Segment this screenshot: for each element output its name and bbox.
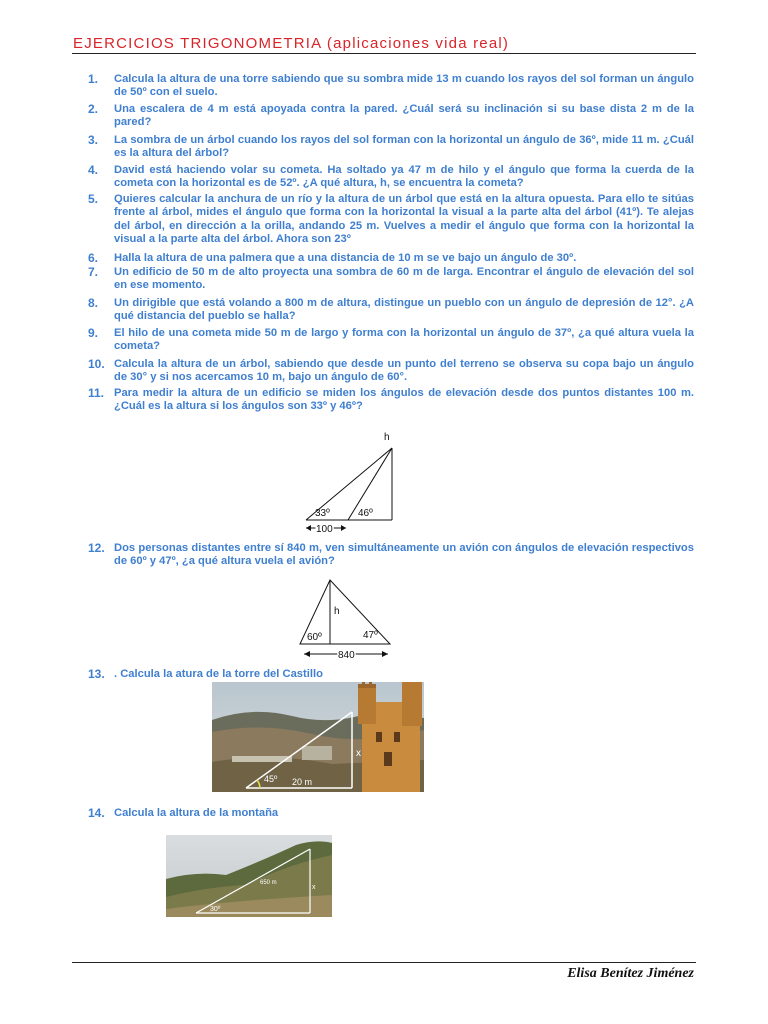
figure-base-label: 840 <box>338 650 355 661</box>
exercise-text: David está haciendo volar su cometa. Ha soltado ya 47 m de hilo y el ángulo que forma la cuerda de la cometa con la horizontal es de 52º. ¿A qué altura, h, se encuentra la cometa? <box>114 164 694 190</box>
photo-label-x: x <box>312 884 316 891</box>
figure-label-h: h <box>384 432 390 443</box>
figure-exercise-11 <box>296 428 406 538</box>
exercise-number: 3. <box>88 133 99 147</box>
exercise-2 <box>88 103 694 130</box>
exercise-text: El hilo de una cometa mide 50 m de largo y forma con la horizontal un ángulo de 37º, ¿a qué altura vuela la cometa? <box>114 327 694 353</box>
figure-exercise-12 <box>296 574 406 664</box>
exercise-text: Dos personas distantes entre sí 840 m, ven simultáneamente un avión con ángulos de elevación respectivos de 60º y 47º, ¿a qué altura vuela el avión? <box>114 542 694 568</box>
exercise-8 <box>88 297 694 324</box>
exercise-text: Calcula la altura de una torre sabiendo que su sombra mide 13 m cuando los rayos del sol forman un ángulo de 50º con el suelo. <box>114 73 694 99</box>
page-title: EJERCICIOS TRIGONOMETRIA (aplicaciones vida real) <box>73 35 510 52</box>
exercise-number: 5. <box>88 192 99 206</box>
exercise-11 <box>88 387 694 414</box>
photo-base-label: 20 m <box>292 777 313 787</box>
exercise-9 <box>88 327 694 354</box>
photo-angle-label: 45º <box>264 774 278 784</box>
exercise-number: 8. <box>88 296 99 310</box>
exercise-number: 10. <box>88 357 105 371</box>
exercise-number: 2. <box>88 102 99 116</box>
exercise-text: Un edificio de 50 m de alto proyecta una sombra de 60 m de larga. Encontrar el ángulo de elevación del sol en ese momento. <box>114 266 694 292</box>
exercise-1 <box>88 73 694 100</box>
exercise-number: 9. <box>88 326 99 340</box>
exercise-12 <box>88 542 694 569</box>
exercise-number: 12. <box>88 541 105 555</box>
exercise-number: 4. <box>88 163 99 177</box>
exercise-10 <box>88 358 694 385</box>
photo-angle-label: 30º <box>210 906 221 913</box>
exercise-4 <box>88 164 694 191</box>
exercise-number: 1. <box>88 72 99 86</box>
exercise-text: Para medir la altura de un edificio se miden los ángulos de elevación desde dos puntos distantes 100 m. ¿Cuál es la altura si los ángulos son 33º y 46º? <box>114 387 694 413</box>
exercise-number: 14. <box>88 806 105 820</box>
figure-angle-right: 47º <box>363 630 378 641</box>
figure-angle-right: 46º <box>358 508 373 519</box>
photo-hypotenuse-label: 650 m <box>260 880 277 886</box>
exercise-5 <box>88 193 694 247</box>
exercise-text: Quieres calcular la anchura de un río y la altura de un árbol que está en la altura opuesta. Para ello te sitúas frente al árbol, mides el ángulo que forma con la horizontal la visual a la parte alta del árbol (41º). Te alejas del árbol, en dirección a la orilla, andando 25 m. Vuelves a medir el ángulo que forma con la horizontal la visual a la parte alta del árbol. Ahora son 23º <box>114 193 694 246</box>
exercise-6 <box>88 252 694 265</box>
exercise-13 <box>88 668 694 681</box>
author-name: Elisa Benítez Jiménez <box>567 966 694 981</box>
exercise-number: 13. <box>88 667 105 681</box>
exercise-text: Un dirigible que está volando a 800 m de altura, distingue un pueblo con un ángulo de depresión de 12°. ¿A qué distancia del pueblo se halla? <box>114 297 694 323</box>
exercise-number: 11. <box>88 386 105 400</box>
exercise-number: 6. <box>88 251 99 265</box>
exercise-text: Calcula la altura de un árbol, sabiendo que desde un punto del terreno se observa su copa bajo un ángulo de 30° y si nos acercamos 10 m, bajo un ángulo de 60°. <box>114 358 694 384</box>
exercise-14 <box>88 807 694 820</box>
figure-angle-left: 33º <box>315 508 330 519</box>
exercise-text: La sombra de un árbol cuando los rayos del sol forman con la horizontal un ángulo de 36º, mide 11 m. ¿Cuál es la altura del árbol? <box>114 134 694 160</box>
header-divider <box>72 53 696 54</box>
exercise-text: . Calcula la atura de la torre del Castillo <box>114 668 323 680</box>
figure-base-label: 100 <box>316 524 333 535</box>
exercise-7 <box>88 266 694 293</box>
castle-photo <box>212 682 424 792</box>
exercise-text: Una escalera de 4 m está apoyada contra la pared. ¿Cuál será su inclinación si su base dista 2 m de la pared? <box>114 103 694 129</box>
figure-label-h: h <box>334 606 340 617</box>
photo-label-x: x <box>356 748 361 759</box>
figure-angle-left: 60º <box>307 632 322 643</box>
exercise-number: 7. <box>88 265 99 279</box>
exercise-text: Halla la altura de una palmera que a una distancia de 10 m se ve bajo un ángulo de 30º. <box>114 252 577 264</box>
exercise-text: Calcula la altura de la montaña <box>114 807 279 819</box>
mountain-photo <box>166 835 332 917</box>
footer-divider <box>72 962 696 963</box>
exercise-3 <box>88 134 694 161</box>
